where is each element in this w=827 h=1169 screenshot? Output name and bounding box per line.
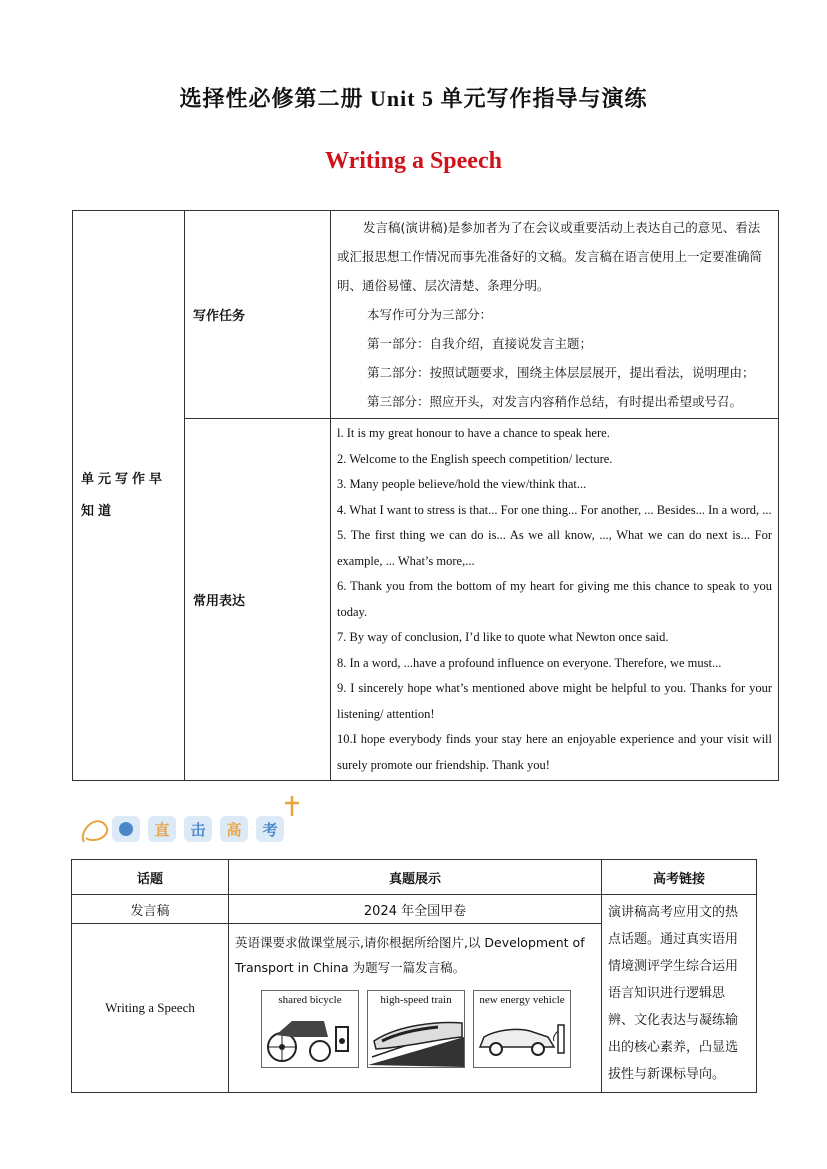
expression-item: 9. I sincerely hope what’s mentioned above might be helpful to you. Thanks for your listening/ attention! xyxy=(337,681,772,721)
expression-item: 8. In a word, ...have a profound influence on everyone. Therefore, we must... xyxy=(337,655,722,670)
banner-char: 高 xyxy=(226,821,242,839)
banner-swirl xyxy=(83,821,107,842)
expression-item: 5. The first thing we can do is... As we all know, ..., What we can do next is... For example, ... What’s more,... xyxy=(337,528,772,568)
overview-table xyxy=(72,210,779,781)
document-title: 选择性必修第二册 Unit 5 单元写作指导与演练 xyxy=(179,86,648,111)
document-subtitle: Writing a Speech xyxy=(325,148,502,174)
subject-cell: Writing a Speech xyxy=(72,924,229,1093)
header-prompt: 真题展示 xyxy=(229,860,602,895)
topic-cell: 发言稿 xyxy=(72,895,229,924)
carriage-icon xyxy=(262,1007,358,1067)
prompt-pictures xyxy=(235,990,595,1068)
prompt-cell xyxy=(229,924,602,1093)
overview-row-label: 单元写作早知道 xyxy=(73,211,185,781)
picture-new-energy-vehicle xyxy=(473,990,571,1068)
expression-item: 10.I hope everybody finds your stay here an enjoyable experience and your visit will surely promote our friendship. Thank you! xyxy=(337,732,772,772)
expression-item: 6. Thank you from the bottom of my heart for giving me this chance to speak to you today. xyxy=(337,579,772,619)
expressions-content xyxy=(331,419,779,781)
header-link: 高考链接 xyxy=(602,860,757,895)
source-cell: 2024 年全国甲卷 xyxy=(229,895,602,924)
expression-item: l. It is my great honour to have a chance to speak here. xyxy=(337,426,610,440)
banner-char: 直 xyxy=(154,821,170,839)
expression-item: 3. Many people believe/hold the view/think that... xyxy=(337,477,587,491)
task-paragraph: 发言稿(演讲稿)是参加者为了在会议或重要活动上表达自己的意见、看法或汇报思想工作情况而事先准备好的文稿。发言稿在语言使用上一定要准确简明、通俗易懂、层次清楚、条理分明。 xyxy=(337,220,763,293)
exam-banner xyxy=(76,792,306,848)
car-icon xyxy=(474,1007,570,1067)
expression-item: 7. By way of conclusion, I’d like to quote what Newton once said. xyxy=(337,630,669,644)
picture-label: new energy vehicle xyxy=(479,994,565,1006)
banner-dot xyxy=(119,822,133,836)
picture-label: high-speed train xyxy=(380,994,452,1006)
picture-shared-bicycle xyxy=(261,990,359,1068)
task-content xyxy=(331,211,779,419)
prompt-text: 英语课要求做课堂展示,请你根据所给图片,以 Development of Transport in China 为题写一篇发言稿。 xyxy=(235,935,585,975)
expressions-label: 常用表达 xyxy=(185,419,331,781)
task-paragraph: 第二部分：按照试题要求，围绕主体层层展开，提出看法，说明理由； xyxy=(367,365,755,380)
task-paragraph: 第一部分：自我介绍，直接说发言主题； xyxy=(367,336,593,351)
picture-high-speed-train xyxy=(367,990,465,1068)
link-cell: 演讲稿高考应用文的热点话题。通过真实语用情境测评学生综合运用语言知识进行逻辑思辨、文化表达与凝练输出的核心素养，凸显选拔性与新课标导向。 xyxy=(602,895,757,1093)
sparkle-icon xyxy=(285,796,299,816)
expression-item: 4. What I want to stress is that... For one thing... For another, ... Besides... In a word, ... xyxy=(337,502,772,517)
train-icon xyxy=(368,1007,464,1067)
picture-label: shared bicycle xyxy=(278,994,342,1006)
banner-char: 考 xyxy=(262,821,278,839)
banner-graphic xyxy=(76,792,306,848)
task-paragraph: 本写作可分为三部分： xyxy=(367,307,493,322)
header-topic: 话题 xyxy=(72,860,229,895)
task-label: 写作任务 xyxy=(185,211,331,419)
task-paragraph: 第三部分：照应开头，对发言内容稍作总结，有时提出希望或号召。 xyxy=(367,394,743,409)
exam-table xyxy=(71,859,757,1093)
expression-item: 2. Welcome to the English speech competition/ lecture. xyxy=(337,451,613,466)
banner-char: 击 xyxy=(190,821,206,839)
